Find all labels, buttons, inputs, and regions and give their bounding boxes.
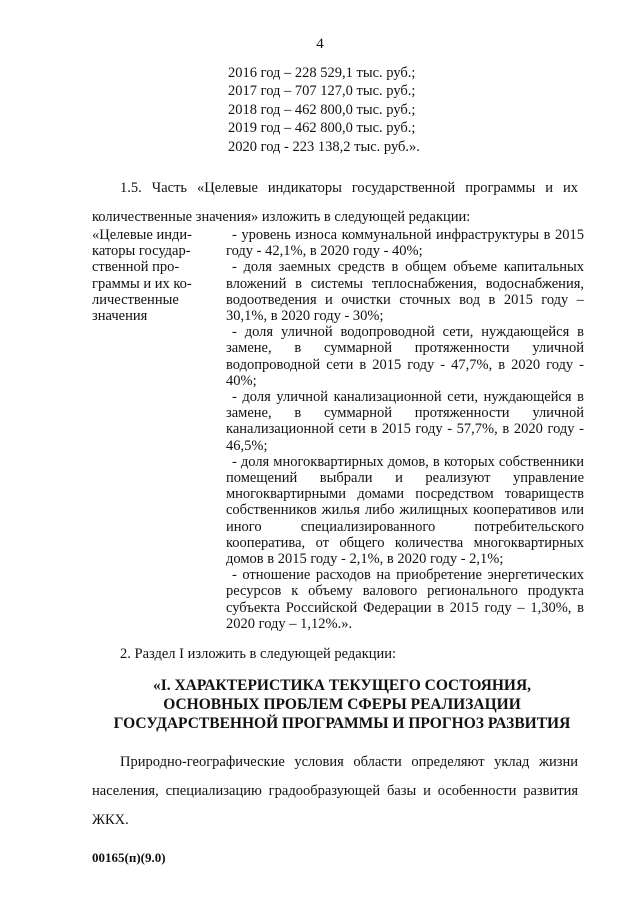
indicators-label-line: граммы и их ко- xyxy=(92,275,192,292)
section-heading xyxy=(92,676,592,733)
body-paragraph: Природно-географические условия области определяют уклад жизни населения, специализацию градообразующей базы и особенности развития ЖКХ. xyxy=(92,754,578,828)
budget-line: 2018 год – 462 800,0 тыс. руб.; xyxy=(228,101,416,118)
indicator-item: - доля многоквартирных домов, в которых собственники помещений выбрали и реализуют управление многоквартирными домами посредством товариществ собственников жилья либо жилищных кооперативов или иного специализированного потребительского кооператива, от общего количества многоквартирных домов в 2015 году - 2,1%, в 2020 году - 2,1%; xyxy=(226,453,584,568)
indicators-label-line: каторы государ- xyxy=(92,243,191,260)
section-2-paragraph: 2. Раздел I изложить в следующей редакции: xyxy=(120,646,397,662)
page-number: 4 xyxy=(316,36,324,52)
budget-line: 2020 год - 223 138,2 тыс. руб.». xyxy=(228,138,420,155)
indicators-list xyxy=(226,227,584,632)
budget-line: 2017 год – 707 127,0 тыс. руб.; xyxy=(228,83,416,100)
indicator-item: - доля заемных средств в общем объеме капитальных вложений в системы теплоснабжения, водоснабжения, водоотведения и очистки сточных вод в 2015 году – 30,1%, в 2020 году - 30%; xyxy=(226,259,584,325)
indicator-item: - отношение расходов на приобретение энергетических ресурсов к объему валового регионального продукта субъекта Российской Федерации в 2015 году – 1,30%, в 2020 году – 1,12%.». xyxy=(226,567,584,632)
section-heading-line: ГОСУДАРСТВЕННОЙ ПРОГРАММЫ И ПРОГНОЗ РАЗВИТИЯ xyxy=(113,715,571,732)
indicator-item: - доля уличной водопроводной сети, нуждающейся в замене, в суммарной протяженности уличной водопроводной сети в 2015 году - 47,7%, в 2020 году - 40%; xyxy=(226,324,584,389)
section-heading-line: ОСНОВНЫХ ПРОБЛЕМ СФЕРЫ РЕАЛИЗАЦИИ xyxy=(163,696,521,713)
budget-line: 2019 год – 462 800,0 тыс. руб.; xyxy=(228,120,416,137)
indicators-label-line: «Целевые инди- xyxy=(92,227,192,243)
indicators-label-line: личественные xyxy=(92,291,179,308)
budget-line: 2016 год – 228 529,1 тыс. руб.; xyxy=(228,65,416,81)
section-1-5-paragraph: 1.5. Часть «Целевые индикаторы государственной программы и их количественные значения» изложить в следующей редакции: xyxy=(92,180,578,225)
section-heading-line: «I. ХАРАКТЕРИСТИКА ТЕКУЩЕГО СОСТОЯНИЯ, xyxy=(152,677,532,694)
budget-list xyxy=(228,64,420,156)
indicators-label xyxy=(92,227,208,324)
indicators-label-line: значения xyxy=(92,308,148,325)
footer-code: 00165(п)(9.0) xyxy=(92,850,166,865)
indicators-label-line: ственной про- xyxy=(92,259,180,276)
indicator-item: - уровень износа коммунальной инфраструктуры в 2015 году - 42,1%, в 2020 году - 40%; xyxy=(226,227,584,260)
indicator-item: - доля уличной канализационной сети, нуждающейся в замене, в суммарной протяженности уличной канализационной сети в 2015 году - 57,7%, в 2020 году - 46,5%; xyxy=(226,389,584,454)
